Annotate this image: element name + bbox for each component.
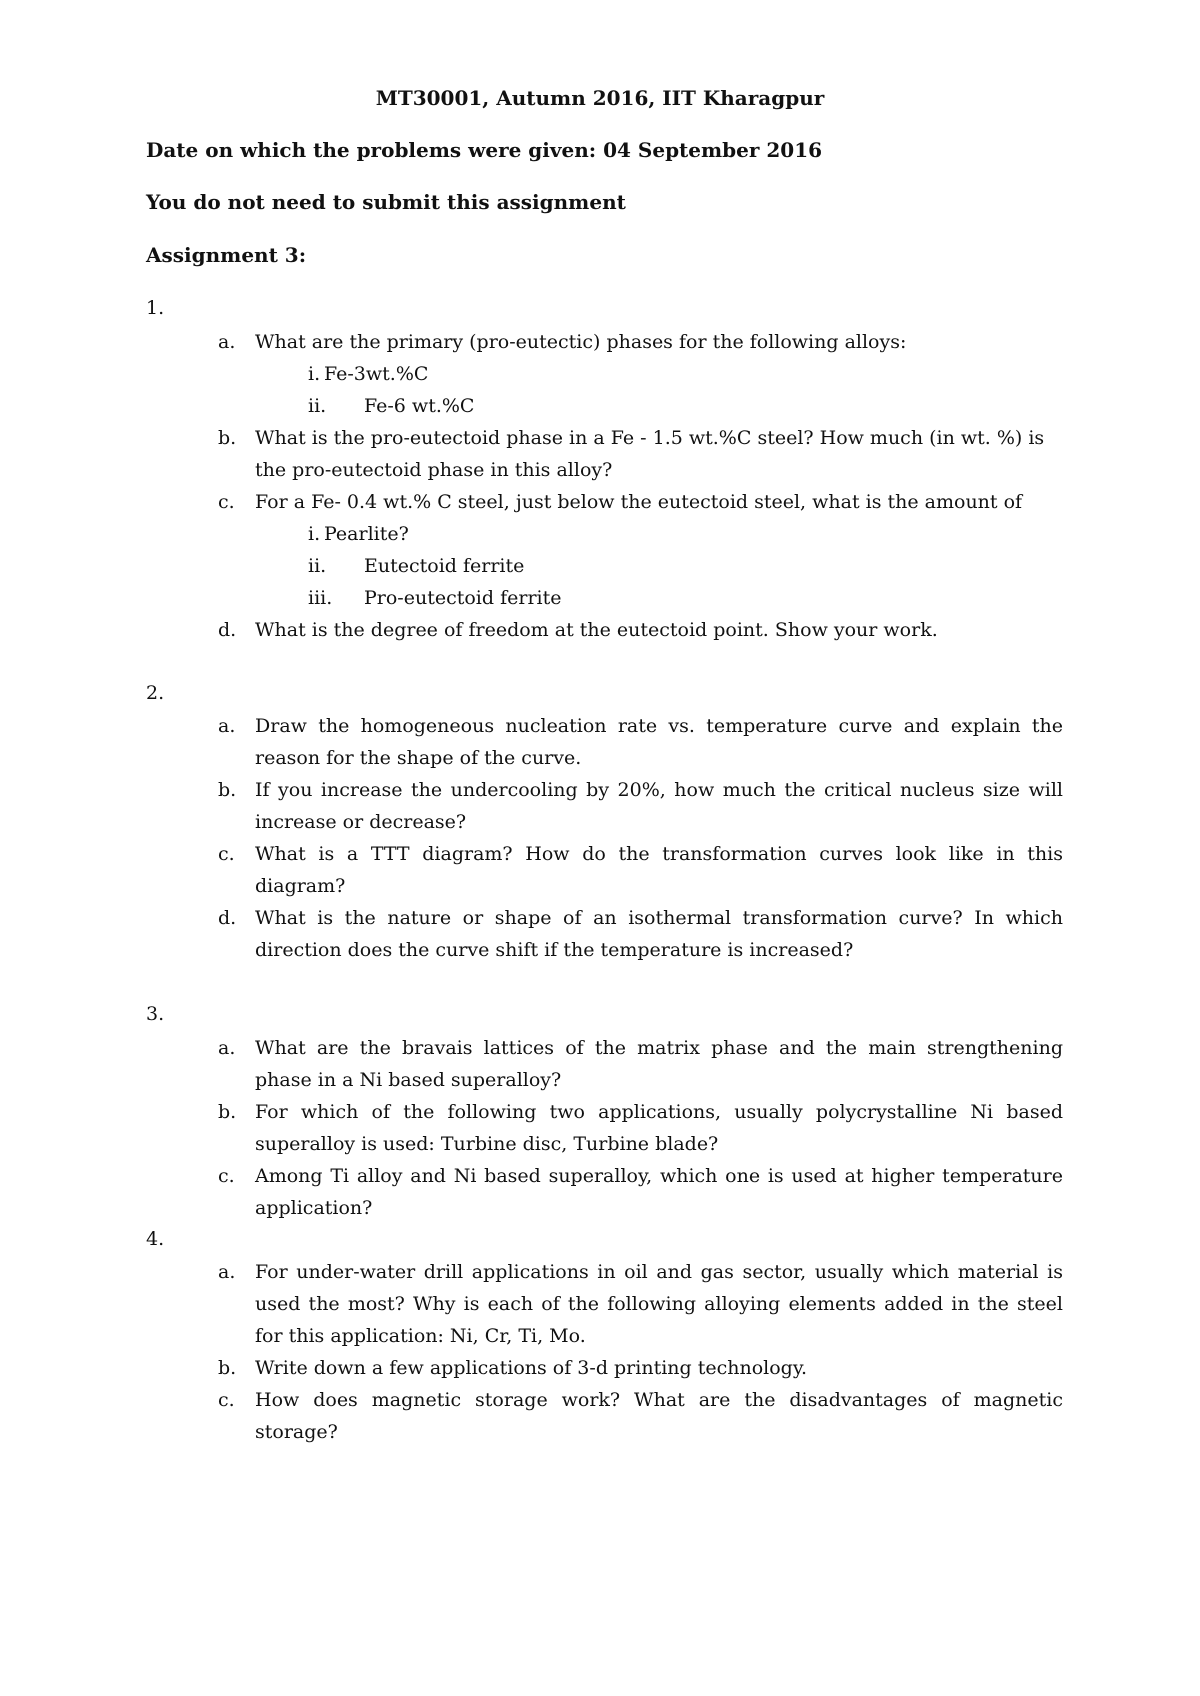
item-text: Write down a few applications of 3-d printing technology. <box>255 1357 808 1379</box>
item-letter: b. <box>218 779 237 801</box>
item-text: What are the bravais lattices of the matrix phase and the main strengthening phase in a Ni based superalloy? <box>255 1037 1063 1091</box>
question-item <box>218 838 1063 902</box>
item-text: Draw the homogeneous nucleation rate vs. temperature curve and explain the reason for the shape of the curve. <box>255 715 1063 769</box>
question-number: 3. <box>146 1003 165 1025</box>
item-text: What is the degree of freedom at the eutectoid point. Show your work. <box>255 619 938 641</box>
sub-text: Eutectoid ferrite <box>364 555 525 577</box>
sub-item <box>308 582 561 614</box>
question-item <box>218 1160 1063 1224</box>
sub-text: Pearlite? <box>324 523 409 545</box>
question-item <box>218 710 1063 774</box>
item-letter: c. <box>218 843 235 865</box>
question-item <box>218 422 1063 486</box>
item-text: Among Ti alloy and Ni based superalloy, which one is used at higher temperature application? <box>255 1165 1063 1219</box>
item-letter: a. <box>218 331 236 353</box>
item-text: How does magnetic storage work? What are the disadvantages of magnetic storage? <box>255 1389 1063 1443</box>
item-letter: c. <box>218 491 235 513</box>
assignment-heading: Assignment 3: <box>146 243 307 267</box>
item-text: What is the pro-eutectoid phase in a Fe - 1.5 wt.%C steel? How much (in wt. %) is the pro-eutectoid phase in this alloy? <box>255 427 1045 481</box>
question-item <box>218 774 1063 838</box>
item-letter: b. <box>218 1357 237 1379</box>
sub-text: Pro-eutectoid ferrite <box>364 587 562 609</box>
question-item <box>218 1032 1063 1096</box>
sub-numeral: ii. <box>308 555 327 577</box>
question-item <box>218 486 1063 518</box>
submit-note: You do not need to submit this assignment <box>146 190 626 214</box>
question-number: 1. <box>146 297 165 319</box>
item-letter: c. <box>218 1389 235 1411</box>
sub-numeral: iii. <box>308 587 333 609</box>
item-letter: a. <box>218 715 236 737</box>
sub-item <box>308 390 474 422</box>
question-item <box>218 1352 1063 1384</box>
item-letter: c. <box>218 1165 235 1187</box>
item-text: For which of the following two applications, usually polycrystalline Ni based superalloy is used: Turbine disc, Turbine blade? <box>255 1101 1063 1155</box>
sub-text: Fe-6 wt.%C <box>364 395 475 417</box>
item-letter: a. <box>218 1261 236 1283</box>
item-text: What is the nature or shape of an isothermal transformation curve? In which direction does the curve shift if the temperature is increased? <box>255 907 1063 961</box>
date-line: Date on which the problems were given: 04 September 2016 <box>146 138 823 162</box>
question-item <box>218 1384 1063 1448</box>
item-letter: d. <box>218 619 237 641</box>
sub-text: Fe-3wt.%C <box>324 363 429 385</box>
question-item <box>218 614 1063 646</box>
item-text: If you increase the undercooling by 20%, how much the critical nucleus size will increase or decrease? <box>255 779 1063 833</box>
item-letter: a. <box>218 1037 236 1059</box>
item-letter: b. <box>218 1101 237 1123</box>
sub-item: i. Pearlite? <box>308 523 409 545</box>
item-letter: d. <box>218 907 237 929</box>
question-item <box>218 902 1063 966</box>
sub-item <box>308 550 524 582</box>
item-text: What are the primary (pro-eutectic) phases for the following alloys: <box>255 331 907 353</box>
item-letter: b. <box>218 427 237 449</box>
sub-numeral: ii. <box>308 395 327 417</box>
question-item <box>218 326 1063 358</box>
question-number: 4. <box>146 1228 165 1250</box>
question-number: 2. <box>146 682 165 704</box>
question-item <box>218 1256 1063 1352</box>
sub-item: i. Fe-3wt.%C <box>308 363 429 385</box>
question-item <box>218 1096 1063 1160</box>
item-text: For under-water drill applications in oil and gas sector, usually which material is used the most? Why is each of the following alloying elements added in the steel for this application: Ni, Cr, Ti, Mo. <box>255 1261 1063 1347</box>
item-text: For a Fe- 0.4 wt.% C steel, just below the eutectoid steel, what is the amount of <box>255 491 1023 513</box>
document-title: MT30001, Autumn 2016, IIT Kharagpur <box>375 86 825 110</box>
item-text: What is a TTT diagram? How do the transformation curves look like in this diagram? <box>255 843 1063 897</box>
